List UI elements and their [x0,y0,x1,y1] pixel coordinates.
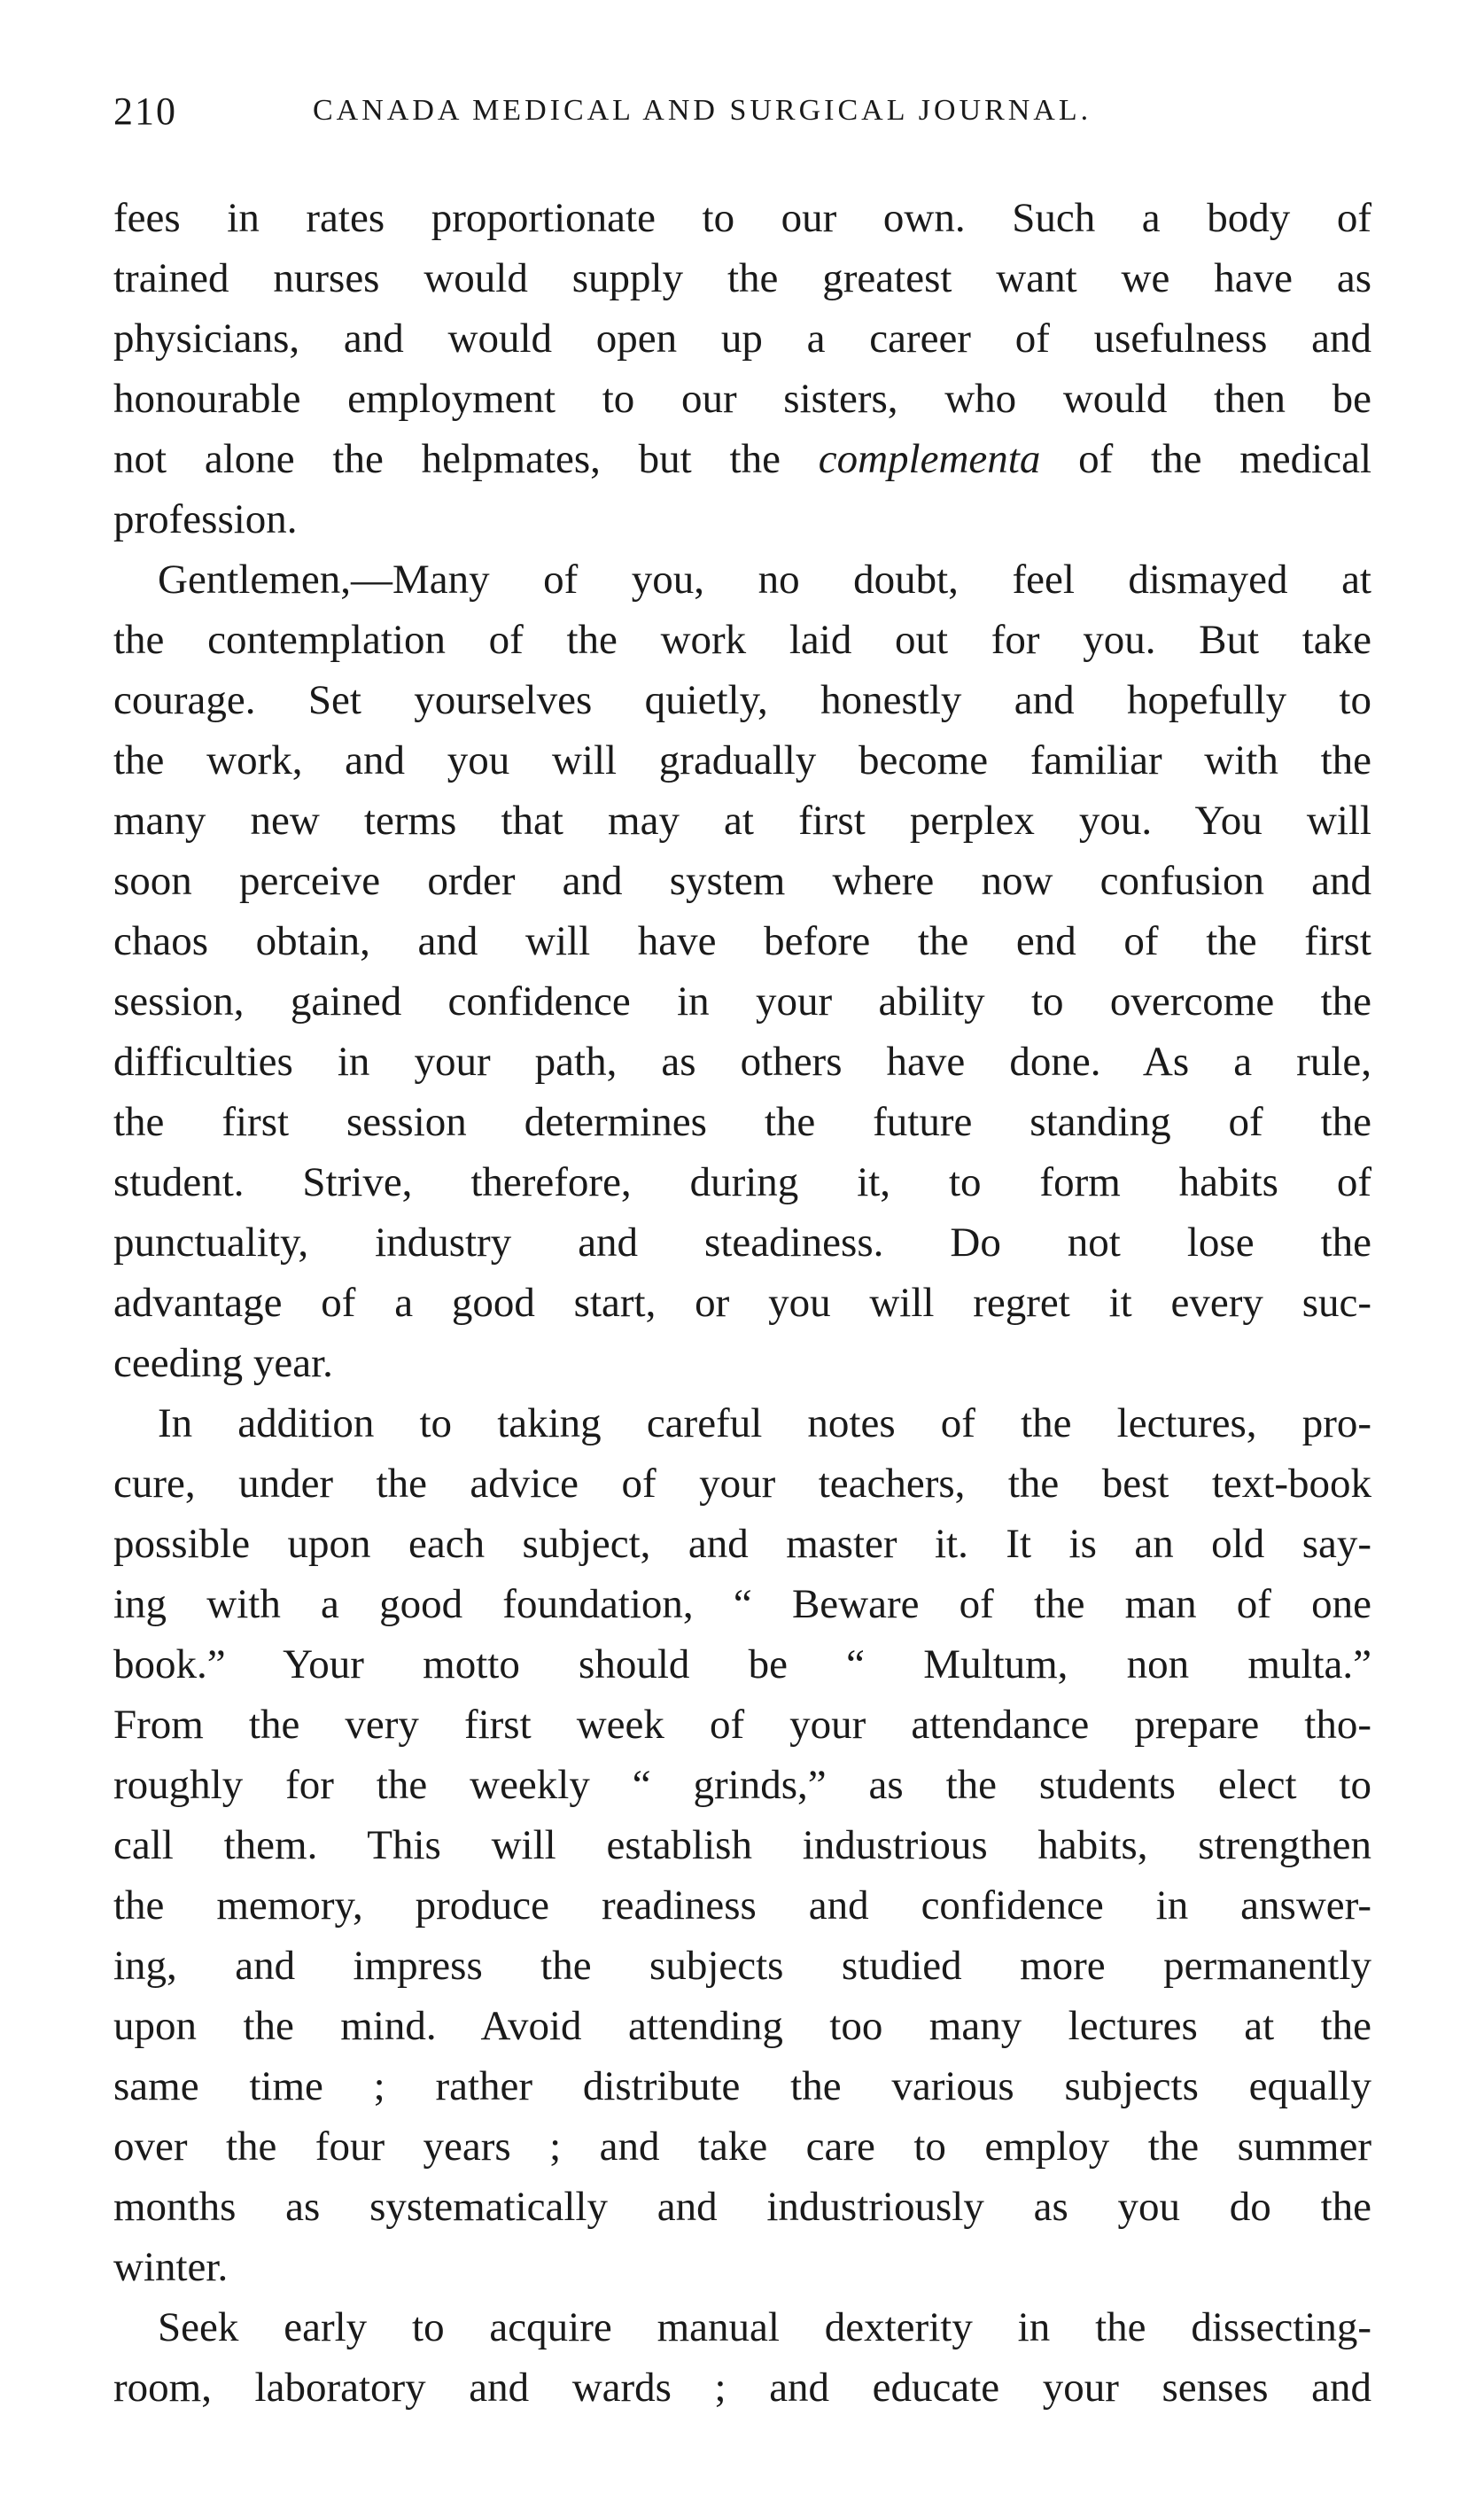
text-line [113,429,1371,489]
text-line: student. Strive, therefore, during it, to form habits of [113,1159,1371,1205]
text-line: same time ; rather distribute the various subjects equally [113,2063,1371,2109]
text-line: room, laboratory and wards ; and educate your senses and [113,2365,1371,2411]
text-line: winter. [113,2244,229,2290]
text-line: many new terms that may at first perplex you. You will [113,798,1371,844]
paragraph-4 [113,2297,1371,2418]
paragraph-2 [113,549,1371,1393]
text-line: physicians, and would open up a career of usefulness and [113,316,1371,362]
running-head [113,89,1371,142]
text-line: the work, and you will gradually become familiar with the [113,737,1371,783]
text-line: Seek early to acquire manual dexterity in the dissecting- [158,2304,1371,2350]
text-line: possible upon each subject, and master it. It is an old say- [113,1521,1371,1567]
text-line: advantage of a good start, or you will regret it every suc- [113,1280,1371,1326]
text-line: ing, and impress the subjects studied more permanently [113,1943,1371,1989]
page-number: 210 [113,90,177,133]
text-line: the contemplation of the work laid out for you. But take [113,617,1371,663]
text-line: the memory, produce readiness and confidence in answer- [113,1882,1371,1929]
text-line: ceeding year. [113,1340,333,1386]
text-line: upon the mind. Avoid attending too many lectures at the [113,2003,1371,2049]
text-line: soon perceive order and system where now confusion and [113,858,1371,904]
text-line: ing with a good foundation, “ Beware of the man of one [113,1581,1371,1627]
text-line: months as systematically and industriously as you do the [113,2184,1371,2230]
text-line: Gentlemen,—Many of you, no doubt, feel dismayed at [158,557,1371,603]
text-line: the first session determines the future standing of the [113,1099,1371,1145]
text-line: call them. This will establish industrious habits, strengthen [113,1822,1371,1868]
text-line: fees in rates proportionate to our own. Such a body of [113,195,1371,241]
paragraph-1 [113,188,1371,549]
text-line: In addition to taking careful notes of the lectures, pro- [158,1400,1371,1446]
text-line: chaos obtain, and will have before the end of the first [113,918,1371,964]
text-line: roughly for the weekly “ grinds,” as the students elect to [113,1762,1371,1808]
text-run: of the medical [1040,436,1372,482]
journal-title: CANADA MEDICAL AND SURGICAL JOURNAL. [313,94,1092,127]
text-line: punctuality, industry and steadiness. Do not lose the [113,1220,1371,1266]
text-line: cure, under the advice of your teachers, the best text-book [113,1461,1371,1507]
text-line: From the very first week of your attendance prepare tho- [113,1702,1371,1748]
text-line: courage. Set yourselves quietly, honestly and hopefully to [113,677,1371,723]
text-line: honourable employment to our sisters, who would then be [113,376,1371,422]
paragraph-3 [113,1393,1371,2297]
text-line: over the four years ; and take care to employ the summer [113,2123,1371,2170]
body-text [113,188,1371,2418]
italic-term: complementa [818,436,1041,482]
text-line: trained nurses would supply the greatest want we have as [113,255,1371,301]
text-line: session, gained confidence in your ability to overcome the [113,978,1371,1025]
text-line: difficulties in your path, as others have done. As a rule, [113,1039,1371,1085]
text-line: profession. [113,496,298,542]
text-run: not alone the helpmates, but the [113,436,819,482]
journal-page [113,0,1371,2517]
text-line: book.” Your motto should be “ Multum, non multa.” [113,1641,1371,1687]
